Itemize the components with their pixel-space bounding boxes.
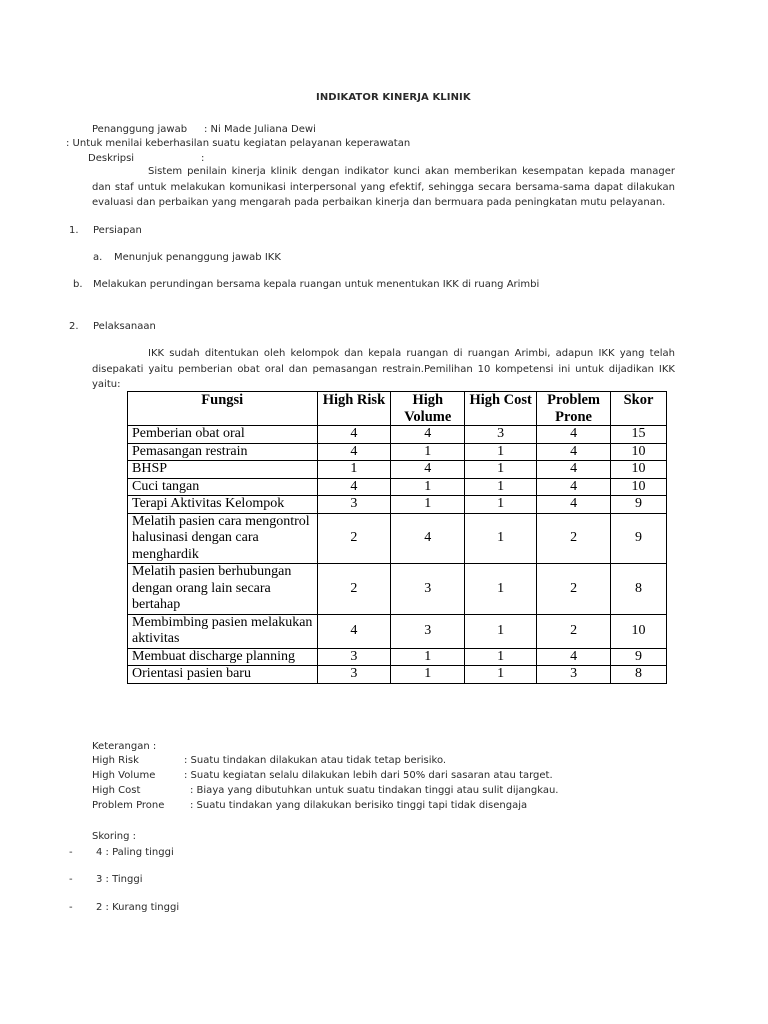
cell-high-cost: 3: [465, 426, 537, 444]
cell-fungsi: BHSP: [128, 461, 318, 479]
cell-problem-prone: 3: [537, 666, 611, 684]
cell-skor: 10: [611, 461, 667, 479]
table-row: [128, 478, 667, 496]
cell-high-volume: 1: [391, 666, 465, 684]
keterangan-term: High Cost: [92, 785, 141, 796]
penanggung-jawab-value: : Ni Made Juliana Dewi: [204, 124, 316, 135]
header-high-cost: High Cost: [465, 392, 537, 426]
cell-fungsi: Melatih pasien berhubungan dengan orang lain secara bertahap: [128, 564, 318, 615]
keterangan-label: Keterangan :: [92, 741, 157, 752]
deskripsi-text: Sistem penilain kinerja klinik dengan indikator kunci akan memberikan kesempatan kepada manager dan staf untuk melakukan komunikasi interpersonal yang efektif, sehingga secara bersama-sama dapat dilakukan evaluasi dan perbaikan yang mengarah pada perbaikan kinerja dan bermuara pada peningkatan mutu pelayanan.: [92, 166, 675, 208]
keterangan-term: High Risk: [92, 755, 139, 766]
cell-high-volume: 4: [391, 461, 465, 479]
cell-high-cost: 1: [465, 648, 537, 666]
table-row: [128, 443, 667, 461]
cell-high-risk: 4: [317, 443, 391, 461]
cell-problem-prone: 2: [537, 513, 611, 564]
cell-skor: 9: [611, 648, 667, 666]
pelaksanaan-text: IKK sudah ditentukan oleh kelompok dan kepala ruangan di ruangan Arimbi, adapun IKK yang telah disepakati yaitu pemberian obat oral dan pemasangan restrain.Pemilihan 10 kompetensi ini untuk dijadikan IKK yaitu:: [92, 348, 675, 390]
table-row: [128, 496, 667, 514]
pelaksanaan-paragraph: [92, 346, 675, 393]
cell-problem-prone: 2: [537, 614, 611, 648]
section-1-number: 1.: [69, 225, 79, 236]
document-title: INDIKATOR KINERJA KLINIK: [316, 92, 471, 103]
item-a-mark: a.: [93, 252, 103, 263]
cell-high-cost: 1: [465, 513, 537, 564]
skoring-dash: -: [69, 847, 73, 858]
keterangan-desc: : Suatu kegiatan selalu dilakukan lebih dari 50% dari sasaran atau target.: [184, 770, 553, 781]
cell-high-risk: 1: [317, 461, 391, 479]
table-row: [128, 666, 667, 684]
header-fungsi: Fungsi: [128, 392, 318, 426]
cell-high-volume: 3: [391, 564, 465, 615]
tujuan-text: : Untuk menilai keberhasilan suatu kegiatan pelayanan keperawatan: [66, 138, 411, 149]
cell-high-risk: 2: [317, 513, 391, 564]
keterangan-desc: : Suatu tindakan dilakukan atau tidak tetap berisiko.: [184, 755, 447, 766]
cell-high-risk: 3: [317, 666, 391, 684]
cell-skor: 10: [611, 478, 667, 496]
item-a-text: Menunjuk penanggung jawab IKK: [114, 252, 281, 263]
cell-high-volume: 3: [391, 614, 465, 648]
cell-fungsi: Pemberian obat oral: [128, 426, 318, 444]
cell-fungsi: Terapi Aktivitas Kelompok: [128, 496, 318, 514]
cell-high-risk: 4: [317, 426, 391, 444]
section-2-label: Pelaksanaan: [93, 321, 156, 332]
cell-high-cost: 1: [465, 443, 537, 461]
skoring-item: 3 : Tinggi: [96, 874, 143, 885]
cell-problem-prone: 4: [537, 496, 611, 514]
cell-high-risk: 3: [317, 648, 391, 666]
item-b-mark: b.: [73, 279, 83, 290]
cell-skor: 9: [611, 496, 667, 514]
ikk-table: [127, 391, 667, 684]
skoring-label: Skoring :: [92, 831, 137, 842]
header-skor: Skor: [611, 392, 667, 426]
cell-high-volume: 1: [391, 648, 465, 666]
cell-problem-prone: 4: [537, 478, 611, 496]
header-problem-prone: Problem Prone: [537, 392, 611, 426]
cell-fungsi: Melatih pasien cara mengontrol halusinasi dengan cara menghardik: [128, 513, 318, 564]
skoring-item: 4 : Paling tinggi: [96, 847, 174, 858]
cell-high-volume: 1: [391, 443, 465, 461]
table-row: [128, 648, 667, 666]
keterangan-term: High Volume: [92, 770, 156, 781]
cell-high-cost: 1: [465, 496, 537, 514]
cell-problem-prone: 4: [537, 648, 611, 666]
cell-fungsi: Membimbing pasien melakukan aktivitas: [128, 614, 318, 648]
keterangan-desc: : Biaya yang dibutuhkan untuk suatu tindakan tinggi atau sulit dijangkau.: [190, 785, 559, 796]
cell-fungsi: Orientasi pasien baru: [128, 666, 318, 684]
cell-high-cost: 1: [465, 564, 537, 615]
cell-high-volume: 4: [391, 513, 465, 564]
table-row: [128, 614, 667, 648]
cell-skor: 8: [611, 666, 667, 684]
cell-fungsi: Pemasangan restrain: [128, 443, 318, 461]
cell-high-risk: 2: [317, 564, 391, 615]
cell-high-risk: 4: [317, 478, 391, 496]
skoring-item: 2 : Kurang tinggi: [96, 902, 180, 913]
cell-skor: 8: [611, 564, 667, 615]
cell-problem-prone: 4: [537, 426, 611, 444]
skoring-dash: -: [69, 902, 73, 913]
cell-high-risk: 4: [317, 614, 391, 648]
cell-skor: 9: [611, 513, 667, 564]
penanggung-jawab-label: Penanggung jawab: [92, 124, 188, 135]
header-high-volume: High Volume: [391, 392, 465, 426]
cell-high-volume: 4: [391, 426, 465, 444]
cell-high-cost: 1: [465, 614, 537, 648]
table-row: [128, 461, 667, 479]
cell-problem-prone: 4: [537, 461, 611, 479]
table-header-row: [128, 392, 667, 426]
cell-skor: 10: [611, 443, 667, 461]
item-b-text: Melakukan perundingan bersama kepala ruangan untuk menentukan IKK di ruang Arimbi: [93, 279, 540, 290]
header-high-risk: High Risk: [317, 392, 391, 426]
cell-high-cost: 1: [465, 478, 537, 496]
section-1-label: Persiapan: [93, 225, 142, 236]
deskripsi-colon: :: [201, 153, 205, 164]
cell-high-volume: 1: [391, 496, 465, 514]
cell-high-cost: 1: [465, 666, 537, 684]
cell-high-risk: 3: [317, 496, 391, 514]
deskripsi-paragraph: [92, 164, 675, 211]
table-row: [128, 564, 667, 615]
cell-fungsi: Membuat discharge planning: [128, 648, 318, 666]
cell-high-volume: 1: [391, 478, 465, 496]
cell-skor: 10: [611, 614, 667, 648]
table-row: [128, 513, 667, 564]
section-2-number: 2.: [69, 321, 79, 332]
cell-problem-prone: 4: [537, 443, 611, 461]
keterangan-desc: : Suatu tindakan yang dilakukan berisiko tinggi tapi tidak disengaja: [190, 800, 528, 811]
cell-fungsi: Cuci tangan: [128, 478, 318, 496]
keterangan-term: Problem Prone: [92, 800, 165, 811]
cell-problem-prone: 2: [537, 564, 611, 615]
table-row: [128, 426, 667, 444]
deskripsi-label: Deskripsi: [88, 153, 135, 164]
cell-skor: 15: [611, 426, 667, 444]
skoring-dash: -: [69, 874, 73, 885]
cell-high-cost: 1: [465, 461, 537, 479]
